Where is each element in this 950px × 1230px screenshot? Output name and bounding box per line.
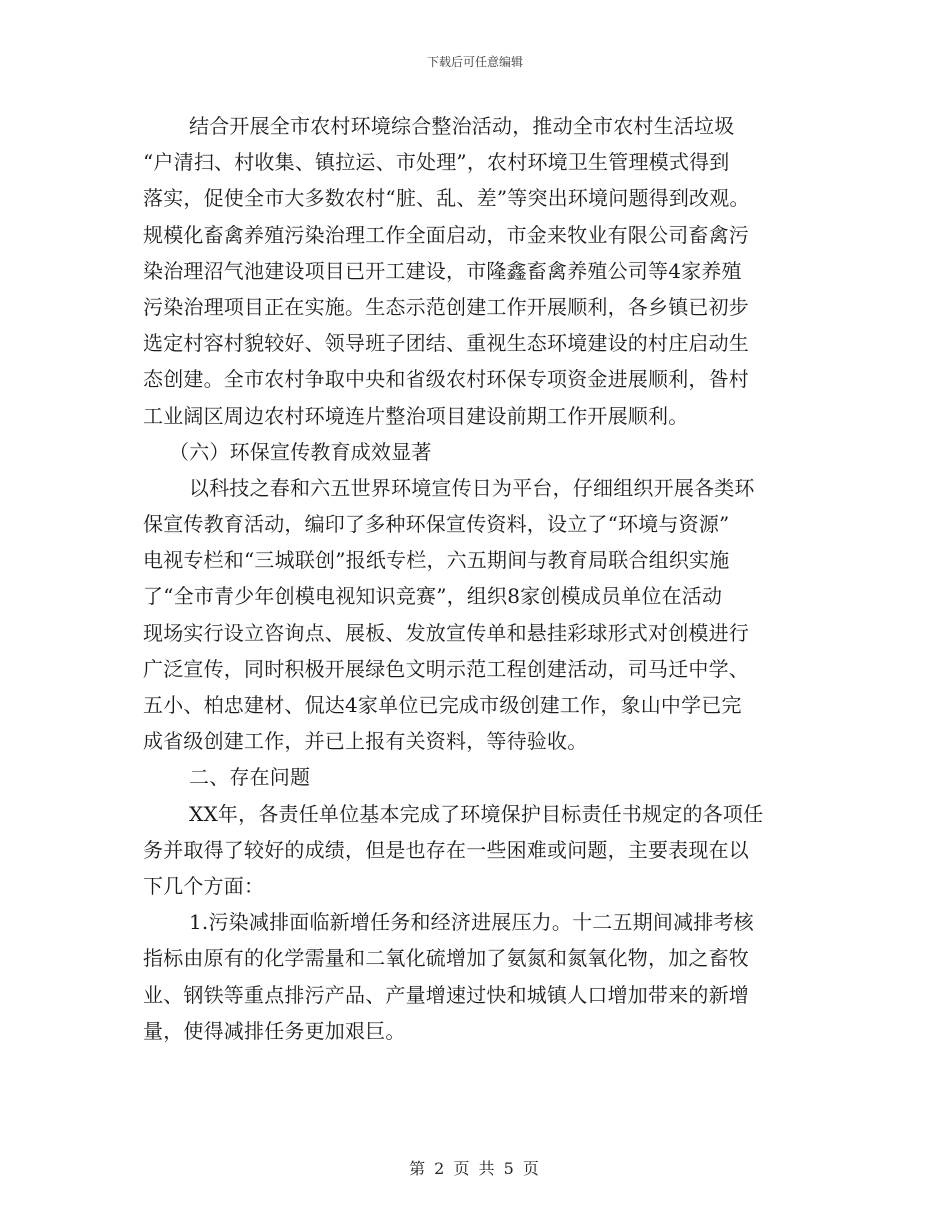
paragraph-line: 结合开展全市农村环境综合整治活动，推动全市农村生活垃圾 xyxy=(189,114,735,138)
paragraph-line: 电视专栏和“三城联创”报纸专栏，六五期间与教育局联合组织实施 xyxy=(143,548,730,573)
paragraph-line: 量，使得减排任务更加艰巨。 xyxy=(143,1018,406,1043)
paragraph-line: 工业阔区周边农村环境连片整治项目建设前期工作开展顺利。 xyxy=(143,403,689,428)
paragraph-line: 广泛宣传，同时积极开展绿色文明示范工程创建活动，司马迁中学、 xyxy=(143,656,749,681)
paragraph-line: 态创建。全市农村争取中央和省级农村环保专项资金进展顺利，昝村 xyxy=(143,367,749,392)
document-body xyxy=(143,108,813,1049)
paragraph-line: 成省级创建工作，并已上报有关资料，等待验收。 xyxy=(143,729,588,754)
paragraph-line: 五小、柏忠建材、侃达4家单位已完成市级创建工作，象山中学已完 xyxy=(143,693,742,717)
paragraph-line: 染治理沼气池建设项目已开工建设，市隆鑫畜禽养殖公司等4家养殖 xyxy=(143,258,742,283)
paragraph-line: 指标由原有的化学需量和二氧化硫增加了氨氮和氮氧化物，加之畜牧 xyxy=(143,946,749,971)
paragraph-line: 下几个方面： xyxy=(143,873,265,898)
paragraph-line: 了“全市青少年创模电视知识竞赛”，组织8家创模成员单位在活动 xyxy=(143,584,723,609)
paragraph-line: XX年，各责任单位基本完成了环境保护目标责任书规定的各项任 xyxy=(189,801,764,826)
paragraph-line: 以科技之春和六五世界环境宣传日为平台，仔细组织开展各类环 xyxy=(189,475,755,500)
section-heading: 二、存在问题 xyxy=(189,765,311,790)
paragraph-line: 落实，促使全市大多数农村“脏、乱、差”等突出环境问题得到改观。 xyxy=(143,186,750,211)
paragraph-line: 选定村容村貌较好、领导班子团结、重视生态环境建设的村庄启动生 xyxy=(143,331,749,356)
paragraph-line: 务并取得了较好的成绩，但是也存在一些困难或问题，主要表现在以 xyxy=(143,837,749,862)
paragraph-line: 业、钢铁等重点排污产品、产量增速过快和城镇人口增加带来的新增 xyxy=(143,982,749,1007)
paragraph-line: 污染治理项目正在实施。生态示范创建工作开展顺利，各乡镇已初步 xyxy=(143,294,749,319)
paragraph-line: 保宣传教育活动，编印了多种环保宣传资料，设立了“环境与资源” xyxy=(143,512,730,537)
paragraph-line: 规模化畜禽养殖污染治理工作全面启动，市金来牧业有限公司畜禽污 xyxy=(143,222,749,247)
paragraph-line: 1.污染减排面临新增任务和经济进展压力。十二五期间减排考核 xyxy=(189,910,754,935)
section-heading: （六）环保宣传教育成效显著 xyxy=(169,439,432,464)
page-header: 下载后可任意编辑 xyxy=(426,55,523,69)
paragraph-line: 现场实行设立咨询点、展板、发放宣传单和悬挂彩球形式对创模进行 xyxy=(143,620,749,645)
paragraph-line: “户清扫、村收集、镇拉运、市处理”，农村环境卫生管理模式得到 xyxy=(143,150,730,175)
page-number: 第 2 页 共 5 页 xyxy=(409,1159,541,1178)
